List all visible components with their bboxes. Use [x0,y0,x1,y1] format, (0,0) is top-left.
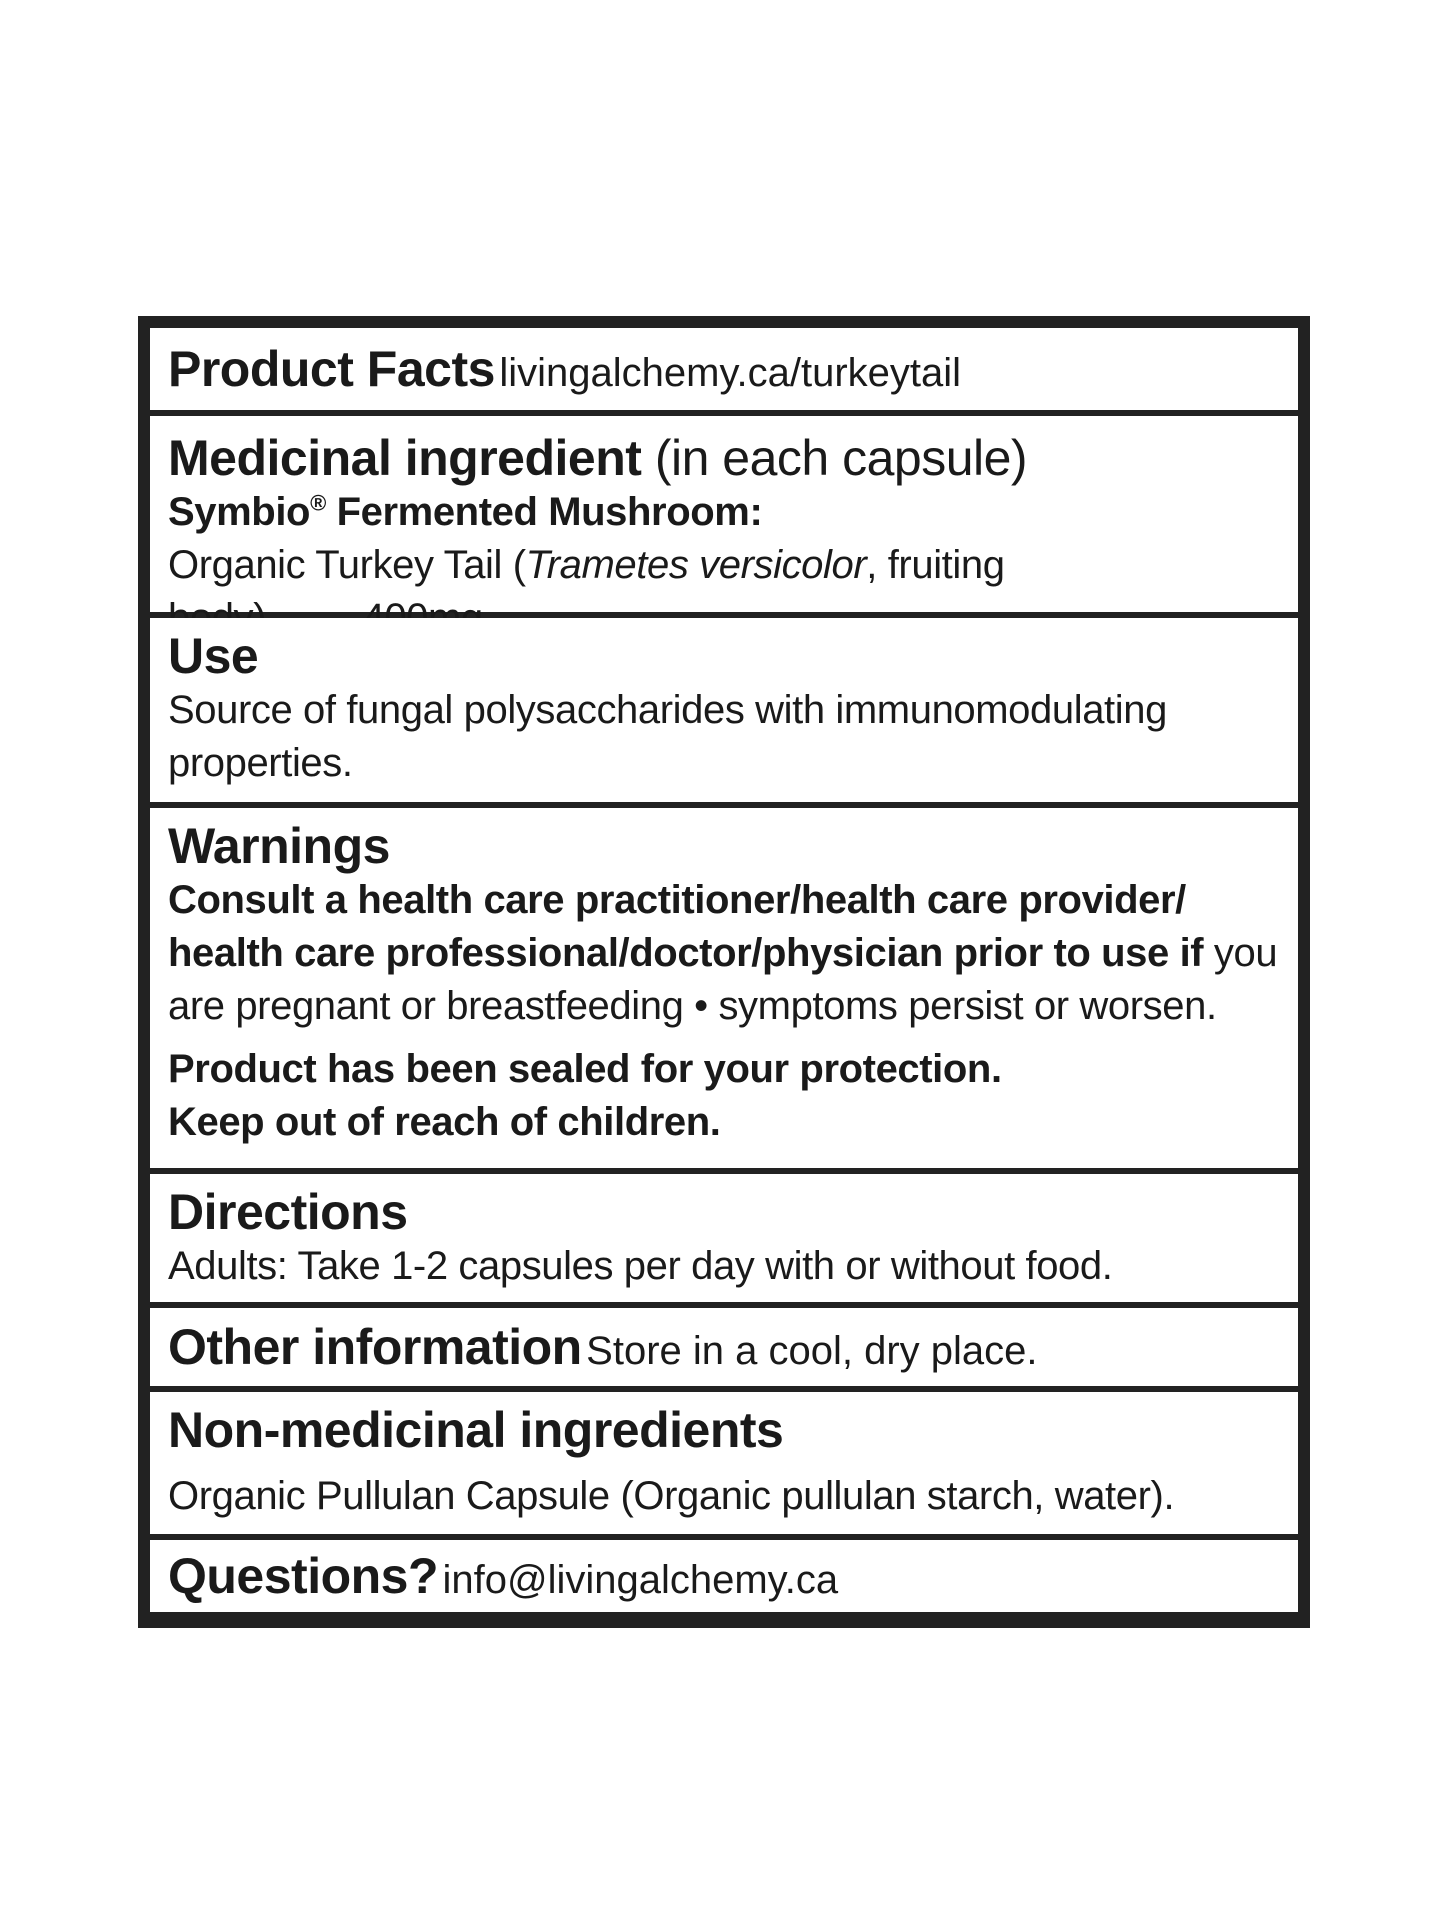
directions-text: Adults: Take 1-2 capsules per day with or without food. [168,1244,1113,1288]
non-medicinal-heading: Non-medicinal ingredients [168,1402,784,1458]
ingredient-latin-name: Trametes versicolor [525,543,867,587]
warnings-panel [150,808,1298,1168]
other-information-heading: Other information [168,1319,582,1375]
other-information-text: Store in a cool, dry place. [586,1329,1038,1373]
directions-panel [150,1174,1298,1302]
non-medicinal-panel [150,1392,1298,1534]
product-url: livingalchemy.ca/turkeytail [499,351,962,395]
ingredient-suffix: , fruiting [866,543,1005,587]
product-facts-label [138,316,1310,1628]
registered-mark: ® [310,490,326,516]
product-facts-panel [150,328,1298,410]
brand-suffix: Fermented Mushroom: [325,490,763,534]
children-notice: Keep out of reach of children. [168,1100,721,1144]
other-information-panel [150,1308,1298,1386]
medicinal-ingredient-panel [150,416,1298,612]
product-facts-title: Product Facts [168,341,495,397]
use-heading: Use [168,628,259,684]
sealed-notice: Product has been sealed for your protection. [168,1047,1002,1091]
ingredient-prefix: Organic Turkey Tail ( [168,543,526,587]
warnings-consult-paragraph [168,874,1278,1033]
brand-line [168,486,1280,539]
warnings-heading: Warnings [168,818,390,874]
use-panel [150,618,1298,802]
directions-heading: Directions [168,1184,408,1240]
medicinal-ingredient-heading: Medicinal ingredient [168,430,642,486]
questions-heading: Questions? [168,1548,439,1604]
warnings-consult-rest: you are pregnant or breastfeeding • symptoms persist or worsen. [168,931,1278,1028]
medicinal-ingredient-qualifier: (in each capsule) [654,430,1028,486]
warnings-consult-bold: Consult a health care practitioner/health care provider/ health care professional/doctor/physician prior to use if [168,878,1204,975]
non-medicinal-text: Organic Pullulan Capsule (Organic pullulan starch, water). [168,1474,1175,1518]
contact-email: info@livingalchemy.ca [442,1558,839,1602]
brand-name: Symbio [168,490,311,534]
use-text: Source of fungal polysaccharides with immunomodulating properties. [168,688,1167,785]
questions-panel [150,1540,1298,1612]
